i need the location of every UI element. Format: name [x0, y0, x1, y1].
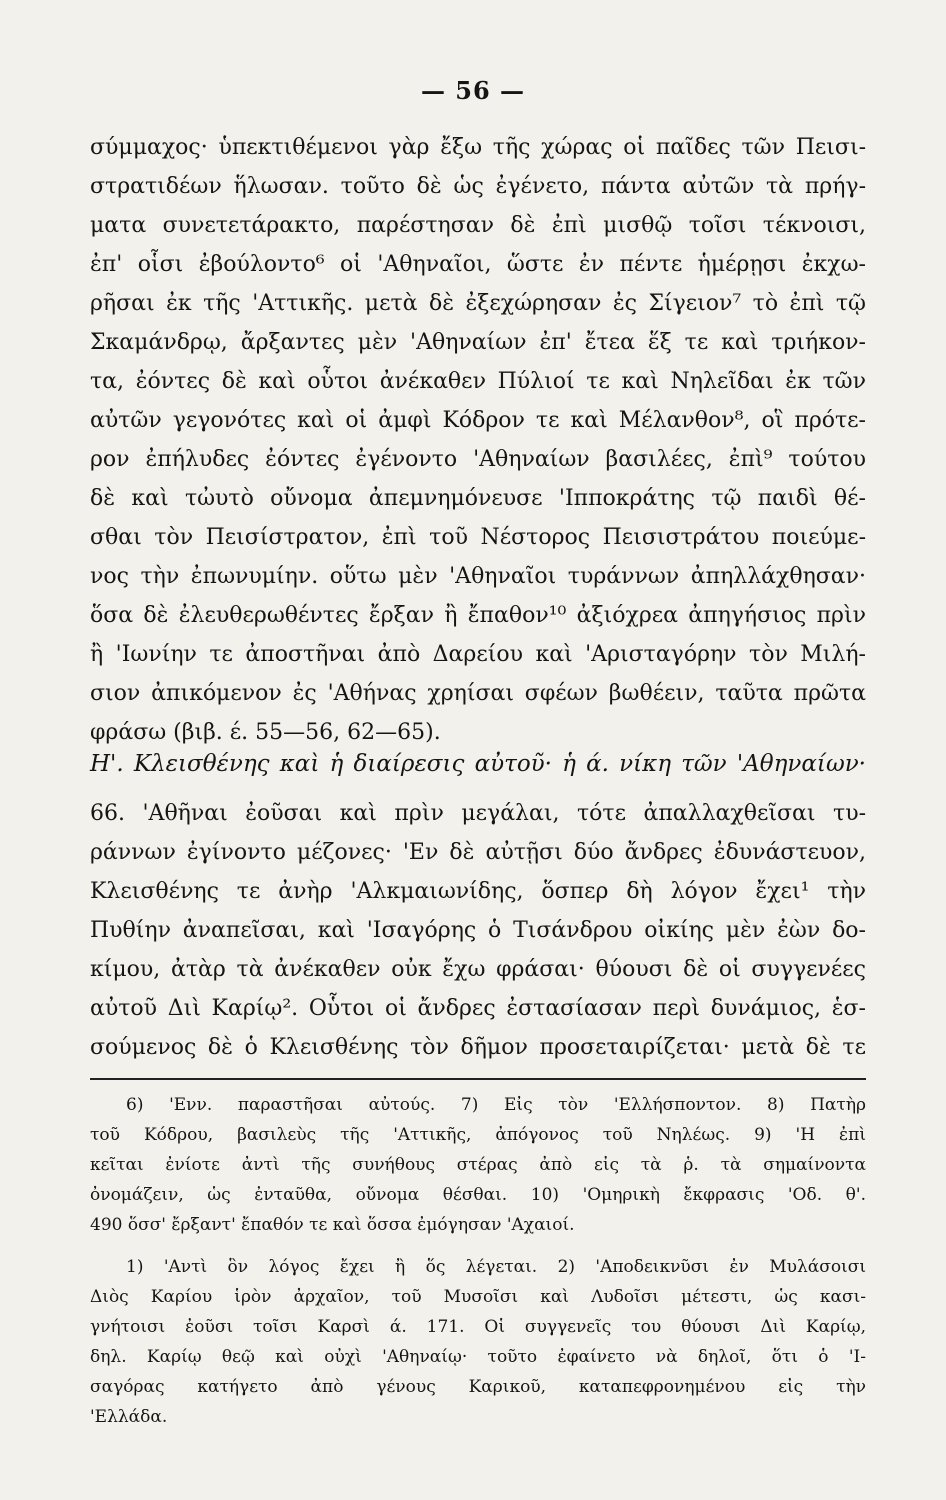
text-line: στρατιδέων ἥλωσαν. τοῦτο δὲ ὡς ἐγένετο, πάντα αὐτῶν τὰ πρήγ- — [90, 174, 866, 199]
footnote-line: 490 ὅσσ' ἔρξαντ' ἔπαθόν τε καὶ ὅσσα ἐμόγησαν 'Αχαιοί. — [90, 1215, 575, 1235]
footnote-line: δηλ. Καρίῳ θεῷ καὶ οὐχὶ 'Αθηναίῳ· τοῦτο ἐφαίνετο νὰ δηλοῖ, ὅτι ὁ 'Ι- — [90, 1347, 866, 1367]
footnote-line: 6) 'Ενν. παραστῆσαι αὐτούς. 7) Εἰς τὸν 'Ελλήσποντον. 8) Πατὴρ — [126, 1095, 866, 1115]
footnote-line: ὀνομάζειν, ὡς ἐνταῦθα, οὔνομα θέσθαι. 10) 'Ομηρικὴ ἔκφρασις 'Οδ. θ'. — [90, 1185, 866, 1205]
footnote-line: γνήτοισι ἐοῦσι τοῖσι Καρσὶ ά. 171. Οἱ συγγενεῖς του θύουσι Διὶ Καρίῳ, — [90, 1317, 866, 1337]
footnote-line: σαγόρας κατήγετο ἀπὸ γένους Καρικοῦ, καταπεφρονημένου εἰς τὴν — [90, 1377, 866, 1397]
text-line: σιον ἀπικόμενον ἐς 'Αθήνας χρηίσαι σφέων βωθέειν, ταῦτα πρῶτα — [90, 681, 866, 706]
footnote-line: κεῖται ἐνίοτε ἀντὶ τῆς συνήθους στέρας ἀπὸ εἰς τὰ ῥ. τὰ σημαίνοντα — [90, 1155, 866, 1175]
text-line: κίμου, ἀτὰρ τὰ ἀνέκαθεν οὐκ ἔχω φράσαι· θύουσι δὲ οἱ συγγενέες — [90, 957, 866, 982]
text-line: σθαι τὸν Πεισίστρατον, ἐπὶ τοῦ Νέστορος Πεισιστράτου ποιεύμε- — [90, 525, 866, 550]
text-line: ἐπ' οἷσι ἐβούλοντο⁶ οἱ 'Αθηναῖοι, ὥστε ἐν πέντε ἡμέρῃσι ἐκχω- — [90, 252, 866, 277]
footnote-line: 'Ελλάδα. — [90, 1407, 168, 1427]
text-line: φράσω (βιβ. έ. 55—56, 62—65). — [90, 720, 441, 745]
text-line: ματα συνετετάρακτο, παρέστησαν δὲ ἐπὶ μισθῷ τοῖσι τέκνοισι, — [90, 213, 866, 238]
text-line: ὅσα δὲ ἐλευθερωθέντες ἔρξαν ἢ ἔπαθον¹⁰ ἀξιόχρεα ἀπηγήσιος πρὶν — [90, 603, 866, 628]
text-line: Σκαμάνδρῳ, ἄρξαντες μὲν 'Αθηναίων ἐπ' ἔτεα ἕξ τε καὶ τριήκον- — [90, 330, 866, 355]
text-line: ἢ 'Ιωνίην τε ἀποστῆναι ἀπὸ Δαρείου καὶ 'Αρισταγόρην τὸν Μιλή- — [90, 642, 866, 667]
text-line: αὐτοῦ Διὶ Καρίῳ². Οὗτοι οἱ ἄνδρες ἐστασίασαν περὶ δυνάμιος, ἑσ- — [90, 996, 866, 1021]
text-line: ρον ἐπήλυδες ἐόντες ἐγένοντο 'Αθηναίων βασιλέες, ἐπὶ⁹ τούτου — [90, 447, 866, 472]
text-line: Πυθίην ἀναπεῖσαι, καὶ 'Ισαγόρης ὁ Τισάνδρου οἰκίης μὲν ἐὼν δο- — [90, 918, 866, 943]
text-line: τα, ἐόντες δὲ καὶ οὗτοι ἀνέκαθεν Πύλιοί τε καὶ Νηλεῖδαι ἐκ τῶν — [90, 369, 866, 394]
footnotes — [90, 1090, 866, 1432]
text-line: νος τὴν ἐπωνυμίην. οὕτω μὲν 'Αθηναῖοι τυράννων ἀπηλλάχθησαν· — [90, 564, 866, 589]
footnote-line: τοῦ Κόδρου, βασιλεὺς τῆς 'Αττικῆς, ἀπόγονος τοῦ Νηλέως. 9) 'Η ἐπὶ — [90, 1125, 866, 1145]
section-heading: Η'. Κλεισθένης καὶ ἡ διαίρεσις αὐτοῦ· ἡ ά. νίκη τῶν 'Αθηναίων· — [90, 751, 866, 777]
footnote-line: Διὸς Καρίου ἱρὸν ἀρχαῖον, τοῦ Μυσοῖσι καὶ Λυδοῖσι μέτεστι, ὡς κασι- — [90, 1287, 866, 1307]
text-line: σούμενος δὲ ὁ Κλεισθένης τὸν δῆμον προσεταιρίζεται· μετὰ δὲ τε — [90, 1035, 866, 1060]
text-line: σύμμαχος· ὑπεκτιθέμενοι γὰρ ἔξω τῆς χώρας οἱ παῖδες τῶν Πεισι- — [90, 135, 866, 160]
text-line: αὐτῶν γεγονότες καὶ οἱ ἀμφὶ Κόδρον τε καὶ Μέλανθον⁸, οἳ πρότε- — [90, 408, 866, 433]
section-text — [90, 794, 866, 1067]
text-line: Κλεισθένης τε ἀνὴρ 'Αλκμαιωνίδης, ὅσπερ δὴ λόγον ἔχει¹ τὴν — [90, 879, 866, 904]
footnote-divider — [90, 1078, 866, 1080]
text-line: ράννων ἐγίνοντο μέζονες· 'Εν δὲ αὐτῇσι δύο ἄνδρες ἐδυνάστευον, — [90, 840, 866, 865]
text-line: δὲ καὶ τὠυτὸ οὔνομα ἀπεμνημόνευσε 'Ιπποκράτης τῷ παιδὶ θέ- — [90, 486, 866, 511]
main-text — [90, 128, 866, 752]
text-line: ρῆσαι ἐκ τῆς 'Αττικῆς. μετὰ δὲ ἐξεχώρησαν ἐς Σίγειον⁷ τὸ ἐπὶ τῷ — [90, 291, 866, 316]
footnote-line: 1) 'Αντὶ ὃν λόγος ἔχει ἢ ὅς λέγεται. 2) 'Αποδεικνῦσι ἐν Μυλάσοισι — [126, 1257, 866, 1277]
text-line: 66. 'Αθῆναι ἐοῦσαι καὶ πρὶν μεγάλαι, τότε ἀπαλλαχθεῖσαι τυ- — [90, 801, 866, 826]
footnote-spacer — [90, 1240, 866, 1252]
page-number: — 56 — — [420, 76, 526, 105]
